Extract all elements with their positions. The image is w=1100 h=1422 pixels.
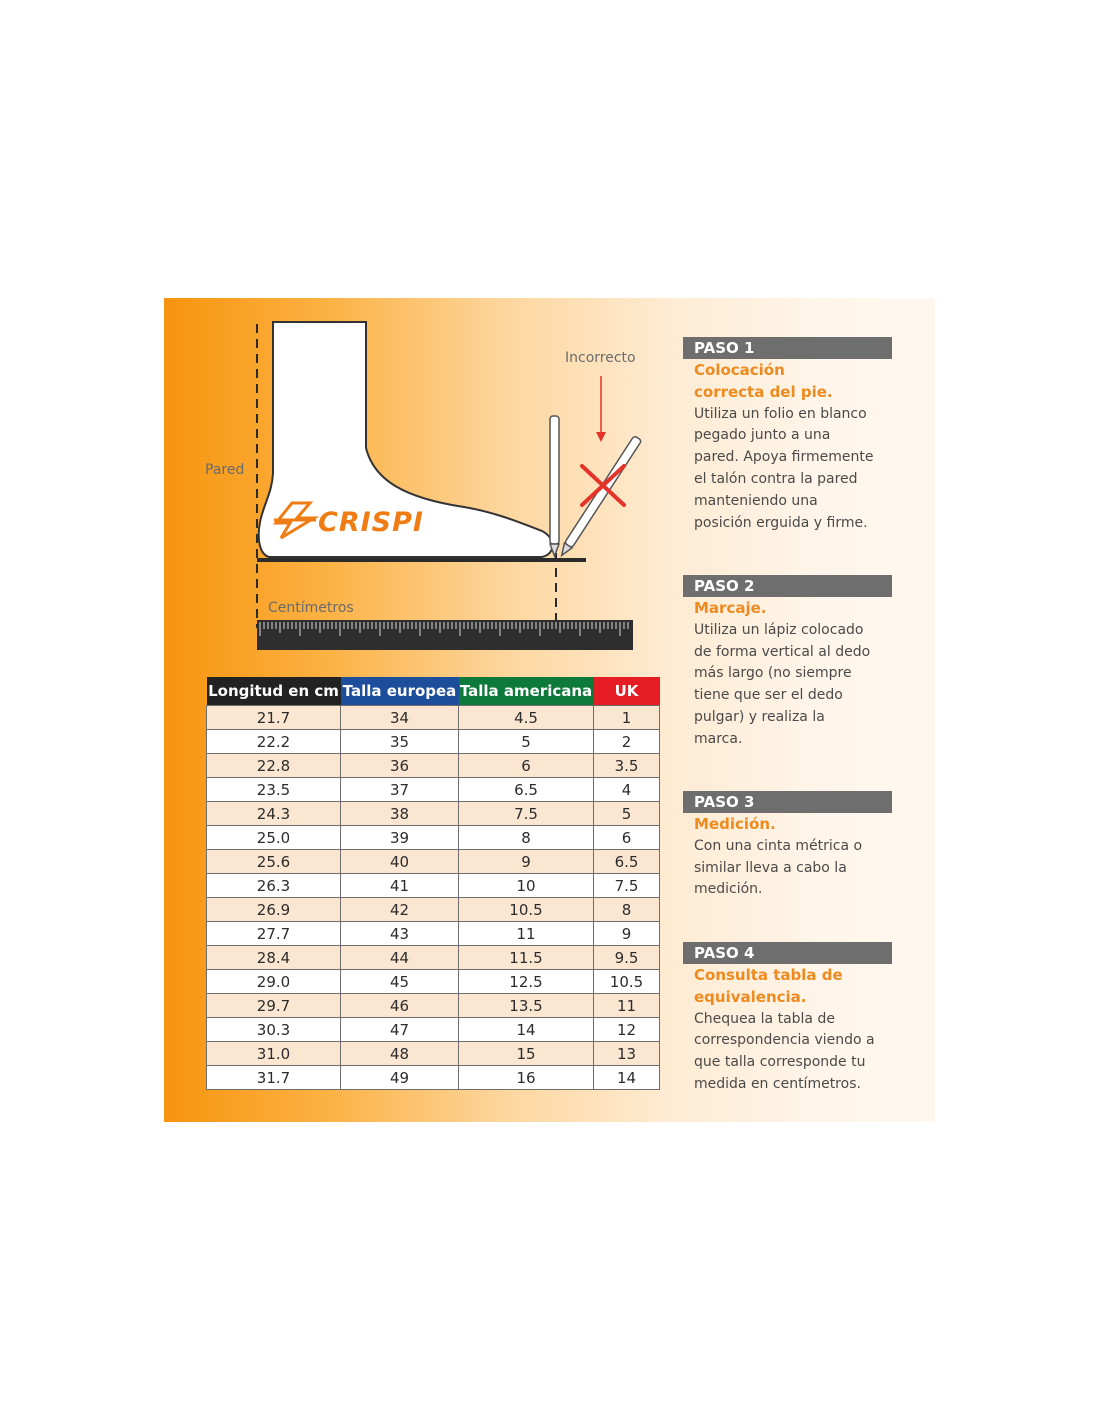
cell-eu: 40	[341, 850, 459, 874]
step-subtitle: Marcaje.	[694, 599, 767, 617]
step-body: Utiliza un lápiz colocado de forma vertical al dedo más largo (no siempre tiene que ser el dedo pulgar) y realiza la marca.	[694, 621, 871, 747]
step-subtitle: Medición.	[694, 815, 776, 833]
table-row	[207, 874, 660, 898]
cell-eu: 49	[341, 1066, 459, 1090]
cell-us: 5	[459, 730, 594, 754]
table-row	[207, 778, 660, 802]
cell-us: 11.5	[459, 946, 594, 970]
cell-us: 16	[459, 1066, 594, 1090]
cell-length: 21.7	[207, 706, 341, 730]
cell-length: 28.4	[207, 946, 341, 970]
cell-us: 9	[459, 850, 594, 874]
size-table	[206, 677, 660, 1090]
cell-uk: 8	[594, 898, 660, 922]
ruler	[257, 620, 633, 650]
cell-uk: 4	[594, 778, 660, 802]
header-uk: UK	[594, 677, 660, 706]
table-row	[207, 994, 660, 1018]
step-2	[683, 575, 892, 751]
incorrect-arrow-head	[596, 432, 606, 442]
wall-label: Pared	[205, 462, 245, 478]
step-body: Con una cinta métrica o similar lleva a cabo la medición.	[694, 837, 863, 898]
cell-length: 29.7	[207, 994, 341, 1018]
cell-uk: 12	[594, 1018, 660, 1042]
cell-eu: 37	[341, 778, 459, 802]
cell-length: 29.0	[207, 970, 341, 994]
table-row	[207, 754, 660, 778]
step-4	[683, 942, 892, 1096]
table-row	[207, 970, 660, 994]
step-3	[683, 791, 892, 901]
cell-us: 14	[459, 1018, 594, 1042]
cell-eu: 43	[341, 922, 459, 946]
cell-eu: 46	[341, 994, 459, 1018]
cell-us: 12.5	[459, 970, 594, 994]
step-subtitle: Consulta tabla de equivalencia.	[694, 966, 843, 1006]
cell-uk: 6.5	[594, 850, 660, 874]
step-title: PASO 3	[683, 791, 892, 813]
cell-length: 22.2	[207, 730, 341, 754]
cell-us: 6.5	[459, 778, 594, 802]
correct-pencil	[550, 416, 559, 556]
cell-length: 27.7	[207, 922, 341, 946]
cell-uk: 9.5	[594, 946, 660, 970]
cell-us: 7.5	[459, 802, 594, 826]
cell-uk: 7.5	[594, 874, 660, 898]
cell-uk: 2	[594, 730, 660, 754]
cell-uk: 14	[594, 1066, 660, 1090]
cell-uk: 9	[594, 922, 660, 946]
cell-us: 10	[459, 874, 594, 898]
cell-length: 26.3	[207, 874, 341, 898]
cell-eu: 47	[341, 1018, 459, 1042]
cell-eu: 34	[341, 706, 459, 730]
brand-logo: CRISPI	[318, 507, 424, 538]
step-title: PASO 4	[683, 942, 892, 964]
step-title: PASO 2	[683, 575, 892, 597]
table-header-row	[207, 677, 660, 706]
step-1	[683, 337, 892, 534]
cell-length: 26.9	[207, 898, 341, 922]
table-row	[207, 706, 660, 730]
table-row	[207, 1066, 660, 1090]
step-body: Utiliza un folio en blanco pegado junto a una pared. Apoya firmemente el talón contra la pared manteniendo una posición erguida y firme.	[694, 405, 874, 531]
table-row	[207, 850, 660, 874]
size-guide-panel	[164, 298, 935, 1122]
table-row	[207, 1042, 660, 1066]
step-body: Chequea la tabla de correspondencia viendo a que talla corresponde tu medida en centímetros.	[694, 1010, 875, 1092]
incorrect-label: Incorrecto	[565, 350, 636, 366]
table-row	[207, 826, 660, 850]
cell-us: 11	[459, 922, 594, 946]
table-row	[207, 946, 660, 970]
cell-eu: 38	[341, 802, 459, 826]
cell-uk: 5	[594, 802, 660, 826]
cell-length: 30.3	[207, 1018, 341, 1042]
incorrect-pencil	[558, 436, 642, 558]
cell-length: 25.6	[207, 850, 341, 874]
cell-length: 24.3	[207, 802, 341, 826]
cell-eu: 36	[341, 754, 459, 778]
cell-uk: 10.5	[594, 970, 660, 994]
table-row	[207, 898, 660, 922]
header-length: Longitud en cm	[207, 677, 341, 706]
cell-uk: 6	[594, 826, 660, 850]
cell-us: 8	[459, 826, 594, 850]
cell-uk: 1	[594, 706, 660, 730]
step-title: PASO 1	[683, 337, 892, 359]
table-row	[207, 922, 660, 946]
cell-us: 10.5	[459, 898, 594, 922]
cell-length: 31.7	[207, 1066, 341, 1090]
cell-eu: 45	[341, 970, 459, 994]
cell-eu: 48	[341, 1042, 459, 1066]
cell-uk: 11	[594, 994, 660, 1018]
cell-us: 13.5	[459, 994, 594, 1018]
cell-us: 4.5	[459, 706, 594, 730]
cell-uk: 13	[594, 1042, 660, 1066]
cell-us: 15	[459, 1042, 594, 1066]
ruler-label: Centímetros	[268, 600, 354, 616]
cell-eu: 41	[341, 874, 459, 898]
cell-uk: 3.5	[594, 754, 660, 778]
table-row	[207, 730, 660, 754]
cell-eu: 44	[341, 946, 459, 970]
cell-eu: 39	[341, 826, 459, 850]
table-row	[207, 802, 660, 826]
cell-us: 6	[459, 754, 594, 778]
cell-length: 23.5	[207, 778, 341, 802]
cell-eu: 42	[341, 898, 459, 922]
cell-length: 22.8	[207, 754, 341, 778]
header-eu: Talla europea	[341, 677, 459, 706]
header-us: Talla americana	[459, 677, 594, 706]
cell-eu: 35	[341, 730, 459, 754]
cell-length: 25.0	[207, 826, 341, 850]
cell-length: 31.0	[207, 1042, 341, 1066]
table-row	[207, 1018, 660, 1042]
step-subtitle: Colocación correcta del pie.	[694, 361, 833, 401]
